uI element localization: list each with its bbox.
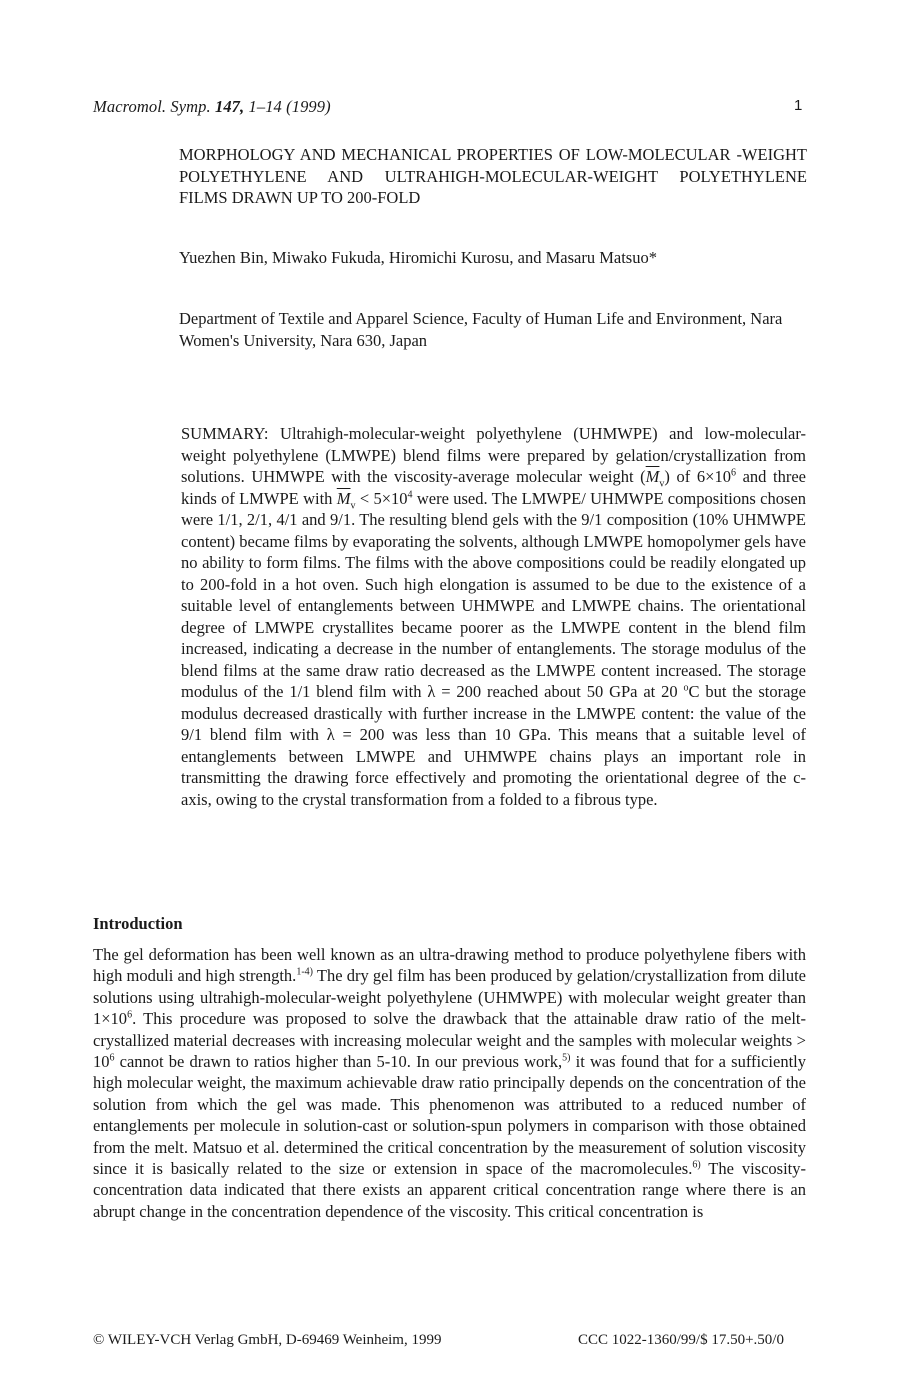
ccc-code-footer: CCC 1022-1360/99/$ 17.50+.50/0 (578, 1332, 784, 1348)
summary-text: SUMMARY: Ultrahigh-molecular-weight polyethylene (UHMWPE) and low-molecular-weight polyethylene (LMWPE) blend films were prepared by gelation/crystallization from solutions. UHMWPE with the viscosity-average molecular weight ( (181, 424, 806, 486)
journal-volume: 147, (214, 97, 245, 116)
mv-subscript: v (350, 499, 356, 511)
exponent: 6 (109, 1052, 115, 1064)
exponent: 6 (127, 1009, 133, 1021)
degree-symbol: o (683, 682, 689, 694)
summary-text: and three kinds of LMWPE with (181, 467, 806, 508)
body-text: The viscosity-concentration data indicated that there exists an apparent critical concentration range where there is an abrupt change in the concentration dependence of the viscosity. This critical concentration is (93, 1159, 806, 1221)
mv-symbol: $\overline{M}$ (645, 467, 660, 486)
summary-text: < 5×10 (355, 488, 408, 508)
body-text: cannot be drawn to ratios higher than 5-10. In our previous work, (114, 1052, 563, 1072)
paper-title: MORPHOLOGY AND MECHANICAL PROPERTIES OF LOW-MOLECULAR -WEIGHT POLYETHYLENE AND ULTRAHIGH-MOLECULAR-WEIGHT POLYETHYLENE FILMS DRAWN UP TO 200-FOLD (179, 145, 807, 207)
mv-subscript: v (659, 478, 665, 490)
copyright-footer: © WILEY-VCH Verlag GmbH, D-69469 Weinheim, 1999 (93, 1332, 442, 1348)
author-list: Yuezhen Bin, Miwako Fukuda, Hiromichi Kurosu, and Masaru Matsuo* (179, 248, 657, 267)
summary-abstract (181, 423, 806, 810)
body-text: The gel deformation has been well known as an ultra-drawing method to produce polyethylene fibers with high moduli and high strength. (93, 945, 806, 986)
reference-marker: 1-4) (296, 966, 313, 978)
summary-text: C but the storage modulus decreased drastically with further increase in the LMWPE content: the value of the 9/1 blend film with λ = 200 was less than 10 GPa. This means that a suitable level of entanglements between LMWPE and UHMWPE chains plays an important role in transmitting the drawing force effectively and promoting the orientational degree of the c-axis, owing to the crystal transformation from a folded to a fibrous type. (181, 682, 806, 809)
mv-symbol: $\overline{M}$ (336, 488, 351, 508)
journal-name: Macromol. Symp. (93, 97, 211, 116)
journal-pages-year: 1–14 (1999) (248, 97, 331, 116)
exponent: 4 (407, 489, 413, 500)
affiliation: Department of Textile and Apparel Science, Faculty of Human Life and Environment, Nara Women's University, Nara 630, Japan (179, 309, 783, 350)
body-text: . This procedure was proposed to solve the drawback that the attainable draw ratio of the melt-crystallized material decreases with increasing molecular weight and the samples with molecular weights > 10 (93, 1009, 806, 1072)
summary-text: were used. The LMWPE/ UHMWPE compositions chosen were 1/1, 2/1, 4/1 and 9/1. The resulting blend gels with the 9/1 composition (10% UHMWPE content) became films by evaporating the solvents, although LMWPE homopolymer gels have no ability to form films. The films with the above compositions could be readily elongated up to 200-fold in a hot oven. Such high elongation is assumed to be due to the existence of a suitable level of entanglements between UHMWPE and LMWPE chains. The orientational degree of LMWPE crystallites became poorer as the LMWPE content in the blend film increased, indicating a decrease in the number of entanglements. The storage modulus of the blend films at the same draw ratio decreased as the LMWPE content increased. The storage modulus of the 1/1 blend film with λ = 200 reached about 50 GPa at 20 (181, 488, 806, 701)
body-text: The dry gel film has been produced by gelation/crystallization from dilute solutions using ultrahigh-molecular-weight polyethylene (UHMWPE) with molecular weight greater than 1×10 (93, 966, 807, 1029)
summary-text: ) of 6×10 (664, 467, 731, 486)
section-heading: Introduction (93, 914, 183, 933)
introduction-paragraph (93, 944, 806, 1222)
reference-marker: 5) (562, 1052, 571, 1064)
body-text: it was found that for a sufficiently high molecular weight, the maximum achievable draw ratio principally depends on the concentration of the solution from which the gel was made. This phenomenon was attributed to a reduced number of entanglements per molecule in solution-cast or solution-spun polymers in comparison with those obtained from the melt. Matsuo et al. determined the critical concentration by the measurement of solution viscosity since it is basically related to the size or extension in space of the macromolecules. (93, 1052, 806, 1179)
journal-citation (93, 97, 331, 117)
reference-marker: 6) (692, 1159, 701, 1171)
exponent: 6 (730, 467, 736, 479)
page-number: 1 (794, 97, 803, 114)
